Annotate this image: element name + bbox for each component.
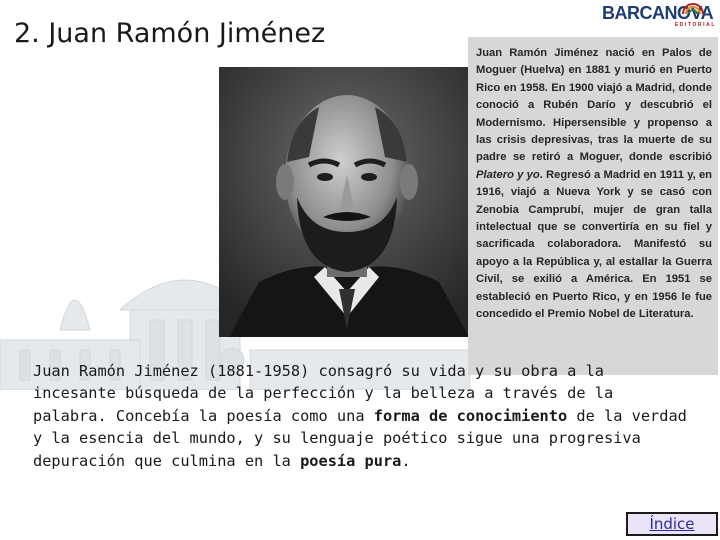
book-title: Platero y yo [476,168,540,181]
biography-text [476,45,712,324]
main-text-part-3: . [401,451,411,470]
logo-subtitle: EDITORIAL [674,22,716,28]
publisher-logo [602,2,718,30]
emphasis-poesia-pura: poesía pura [300,451,402,470]
portrait-illustration [219,67,474,337]
emphasis-forma-de-conocimiento: forma de conocimiento [373,406,568,425]
biography-part-1: Juan Ramón Jiménez nació en Palos de Moguer (Huelva) en 1881 y murió en Puerto Rico en 1958. En 1900 viajó a Madrid, donde conoció a Rubén Darío y descubrió el Modernismo. Hipersensible y propenso a las crisis depresivas, tras la muerte de su padre se retiró a Moguer, donde escribió [476,47,712,164]
slide-title: 2. Juan Ramón Jiménez [14,18,326,49]
main-paragraph [33,360,693,472]
portrait-photo [219,67,474,337]
index-button[interactable]: Índice [626,512,718,536]
main-text-part-1: Juan Ramón Jiménez (1881-1958) consagró su vida y su obra a la incesante búsqueda de la perfección y la belleza a través de la palabra. Concebía la poesía como una [33,362,614,425]
logo-wordmark: BARCANOVA [602,3,714,23]
biography-part-2: . Regresó a Madrid en 1911 y, en 1916, viajó a Nueva York y se casó con Zenobia Camprubí, mujer de gran talla intelectual que se convertiría en su fiel y sacrificada colaboradora. Manifestó su apoyo a la República y, al estallar la Guerra Civil, se exilió a América. En 1951 se estableció en Puerto Rico, y en 1956 le fue concedido el Premio Nobel de Literatura. [476,168,713,321]
rainbow-arc-icon [681,2,705,14]
biography-box [468,37,718,375]
main-text-part-2: de la verdad y la esencia del mundo, y su lenguaje poético sigue una progresiva depuración que culmina en la [33,406,687,470]
